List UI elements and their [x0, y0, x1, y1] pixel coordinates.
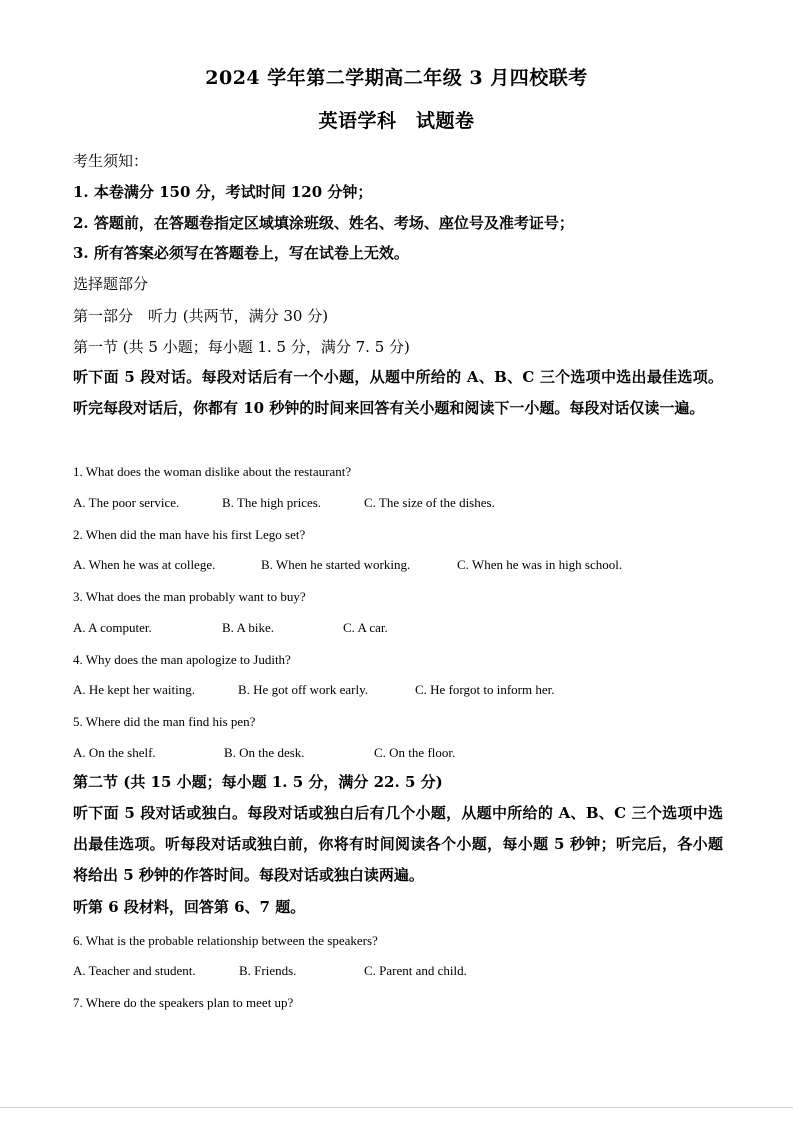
material-note: 听第 6 段材料，回答第 6、7 题。 — [73, 898, 306, 916]
question-4-option-c: C. He forgot to inform her. — [415, 682, 555, 697]
question-3-stem: 3. What does the man probably want to buy? — [73, 589, 306, 604]
page-bottom-divider — [0, 1107, 793, 1108]
question-4-option-a: A. He kept her waiting. — [73, 682, 196, 697]
question-6-option-c: C. Parent and child. — [364, 963, 467, 978]
question-6-option-b: B. Friends. — [239, 963, 297, 978]
exam-subtitle: 英语学科 试题卷 — [318, 110, 475, 132]
question-1-option-a: A. The poor service. — [73, 495, 180, 510]
question-6-stem: 6. What is the probable relationship between the speakers? — [73, 933, 378, 948]
question-4-stem: 4. Why does the man apologize to Judith? — [73, 652, 291, 667]
section2-instructions: 听下面 5 段对话或独白。每段对话或独白后有几个小题，从题中所给的 A、B、C 三个选项中选出最佳选项。听每段对话或独白前，你将有时间阅读各个小题，每小题 5 秒钟；听完后，各小题将给出 5 秒钟的作答时间。每段对话或独白读两遍。 — [73, 804, 723, 884]
notice-heading: 考生须知： — [73, 152, 149, 170]
question-1-option-b: B. The high prices. — [222, 495, 322, 510]
question-1-stem: 1. What does the woman dislike about the restaurant? — [73, 464, 352, 479]
section1-heading: 第一节 (共 5 小题；每小题 1. 5 分，满分 7. 5 分) — [73, 338, 410, 356]
question-3-option-c: C. A car. — [343, 620, 388, 635]
section1-instructions: 听下面 5 段对话。每段对话后有一个小题，从题中所给的 A、B、C 三个选项中选出最佳选项。听完每段对话后，你都有 10 秒钟的时间来回答有关小题和阅读下一小题。每段对话仅读一遍。 — [73, 368, 723, 417]
notice-item-2: 2. 答题前，在答题卷指定区域填涂班级、姓名、考场、座位号及准考证号； — [73, 214, 574, 232]
part1-heading: 第一部分 听力 (共两节，满分 30 分) — [73, 307, 329, 325]
question-4-option-b: B. He got off work early. — [238, 682, 368, 697]
question-3-option-a: A. A computer. — [73, 620, 152, 635]
question-6-option-a: A. Teacher and student. — [73, 963, 196, 978]
question-3-option-b: B. A bike. — [222, 620, 275, 635]
question-2-option-c: C. When he was in high school. — [457, 557, 623, 572]
question-7-stem: 7. Where do the speakers plan to meet up? — [73, 995, 294, 1010]
question-1-option-c: C. The size of the dishes. — [364, 495, 495, 510]
question-5-option-a: A. On the shelf. — [73, 745, 156, 760]
question-5-option-b: B. On the desk. — [224, 745, 305, 760]
notice-item-1: 1. 本卷满分 150 分，考试时间 120 分钟； — [73, 183, 373, 201]
section-label: 选择题部分 — [73, 275, 149, 293]
notice-item-3: 3. 所有答案必须写在答题卷上，写在试卷上无效。 — [73, 244, 409, 262]
question-5-stem: 5. Where did the man find his pen? — [73, 714, 256, 729]
exam-title: 2024 学年第二学期高二年级 3 月四校联考 — [205, 67, 588, 89]
question-5-option-c: C. On the floor. — [374, 745, 456, 760]
question-2-option-a: A. When he was at college. — [73, 557, 216, 572]
section2-heading: 第二节 (共 15 小题；每小题 1. 5 分，满分 22. 5 分) — [73, 773, 443, 791]
question-2-stem: 2. When did the man have his first Lego set? — [73, 527, 306, 542]
question-2-option-b: B. When he started working. — [261, 557, 411, 572]
